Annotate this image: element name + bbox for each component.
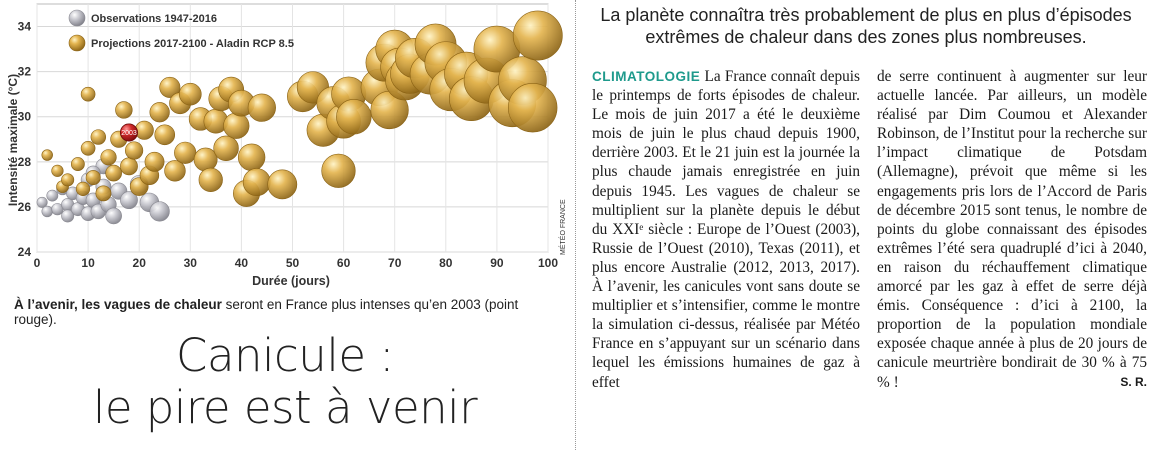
column-divider — [575, 0, 576, 450]
x-tick-label: 70 — [388, 256, 402, 270]
highlight-label: 2003 — [121, 130, 137, 138]
section-kicker: CLIMATOLOGIE — [592, 69, 701, 84]
projection-bubble — [179, 83, 201, 105]
projection-bubble — [238, 144, 265, 171]
x-tick-label: 20 — [132, 256, 146, 270]
x-tick-label: 50 — [285, 256, 300, 270]
projection-bubble — [223, 113, 249, 139]
projection-bubble — [106, 165, 122, 181]
projection-bubble — [76, 182, 90, 196]
figure-caption — [14, 297, 564, 327]
x-tick-label: 80 — [439, 256, 453, 270]
legend-swatch — [69, 35, 85, 51]
x-tick-label: 60 — [336, 256, 351, 270]
legend-label: Projections 2017-2100 - Aladin RCP 8.5 — [91, 38, 294, 50]
legend-label: Observations 1947-2016 — [91, 13, 217, 25]
projection-bubble — [150, 102, 170, 122]
observation-bubble — [47, 190, 58, 201]
projection-bubble — [42, 150, 53, 161]
projection-bubble — [145, 152, 164, 171]
x-tick-label: 10 — [81, 256, 95, 270]
y-tick-label: 34 — [17, 19, 31, 34]
caption-text: seront en France plus intenses qu’en 2003 (point rouge). — [14, 297, 519, 327]
y-axis-label: Intensité maximale (°C) — [6, 73, 20, 207]
projection-bubble — [155, 125, 175, 145]
y-tick-label: 28 — [17, 154, 31, 169]
projection-bubble — [513, 11, 562, 60]
projection-bubble — [322, 154, 356, 188]
y-tick-label: 24 — [17, 245, 31, 259]
projection-bubble — [243, 169, 270, 196]
projection-bubble — [120, 158, 137, 175]
projection-bubble — [91, 130, 106, 145]
projection-bubble — [61, 174, 73, 186]
projection-bubble — [101, 150, 117, 166]
headline — [20, 330, 550, 434]
x-tick-label: 0 — [33, 256, 41, 270]
x-tick-label: 90 — [490, 256, 504, 270]
caption-bold: À l’avenir, les vagues de chaleur — [14, 297, 222, 312]
legend-swatch — [69, 10, 85, 26]
article-text-1: La France connaît depuis le printemps de forts épisodes de chaleur. Le mois de juin 2017 a été le deuxième mois de juin le plus chaud depuis 1900, derrière 2003. Et le 21 juin est la journée la plus chaude jamais enregistrée en juin depuis 1945. Les vagues de chaleur se multiplient sur la planète depuis le début du XXIᵉ siècle : Europe de l’Ouest (2003), Russie de l’Ouest (2010), Texas (2011), et plus encore Australie (2012, 2013, 2017). À l’avenir, les canicules vont sans doute se multiplier et s’intensifier, comme le montre la simulation ci-dessus, réalisée par Météo France en s’appuyant sur un scénario dans lequel les émissions humaines de gaz à effet — [592, 68, 860, 391]
lead-text — [580, 4, 1152, 48]
figure-panel — [0, 0, 572, 450]
y-tick-label: 26 — [17, 199, 31, 214]
projection-bubble — [71, 157, 84, 170]
article-panel — [580, 0, 1152, 450]
x-tick-label: 30 — [183, 256, 197, 270]
projection-bubble — [248, 94, 276, 122]
y-tick-label: 30 — [17, 109, 31, 124]
article-column-1 — [592, 67, 860, 392]
projection-bubble — [214, 136, 239, 161]
bubble-chart — [0, 0, 572, 290]
projection-bubble — [96, 186, 111, 201]
projection-bubble — [508, 83, 557, 132]
projection-bubble — [115, 102, 132, 119]
projection-bubble — [199, 168, 223, 192]
source-credit: MÉTÉO FRANCE — [560, 199, 567, 255]
y-tick-label: 32 — [17, 64, 31, 79]
projection-bubble — [268, 170, 297, 199]
projection-bubble — [165, 160, 186, 181]
projection-bubble — [81, 87, 95, 101]
projection-bubble — [336, 99, 371, 134]
x-tick-label: 40 — [234, 256, 249, 270]
headline-line-2: le pire est à venir — [92, 381, 478, 434]
projection-bubble — [174, 142, 196, 164]
article-column-2 — [877, 67, 1147, 392]
lead-line-1: La planète connaîtra très probablement de plus en plus d’épisodes — [600, 5, 1132, 25]
projection-bubble — [135, 121, 153, 139]
chart-svg — [0, 0, 572, 290]
projection-bubble — [81, 141, 95, 155]
projection-bubble — [194, 148, 217, 171]
observation-bubble — [106, 208, 122, 224]
headline-line-1: Canicule : — [176, 329, 394, 382]
x-tick-label: 100 — [537, 256, 559, 270]
projection-bubble — [52, 165, 64, 177]
article-text-2: de serre continuent à augmenter sur leur actuelle lancée. Par ailleurs, un modèle réalisé par Dim Coumou et Alexander Robinson, de l’Institut pour la recherche sur l’impact climatique de Potsdam (Allemagne), prévoit que même si les engagements pris lors de l’Accord de Paris de décembre 2015 sont tenus, le nombre de points du globe connaissant des épisodes extrêmes l’été sera quadruplé d’ici à 2040, en raison du réchauffement climatique amorcé par les gaz à effet de serre déjà émis. Conséquence : d’ici à 2100, la proportion de la population mondiale exposée chaque année à plus de 20 jours de canicule meurtrière bondirait de 30 % à 75 % ! — [877, 68, 1147, 391]
observation-bubble — [42, 206, 53, 217]
author-signature: S. R. — [1120, 374, 1147, 389]
x-axis-label: Durée (jours) — [252, 274, 330, 288]
observation-bubble — [150, 202, 170, 222]
lead-line-2: extrêmes de chaleur dans des zones plus nombreuses. — [645, 27, 1087, 47]
projection-bubble — [125, 142, 143, 160]
projection-bubble — [86, 170, 100, 184]
